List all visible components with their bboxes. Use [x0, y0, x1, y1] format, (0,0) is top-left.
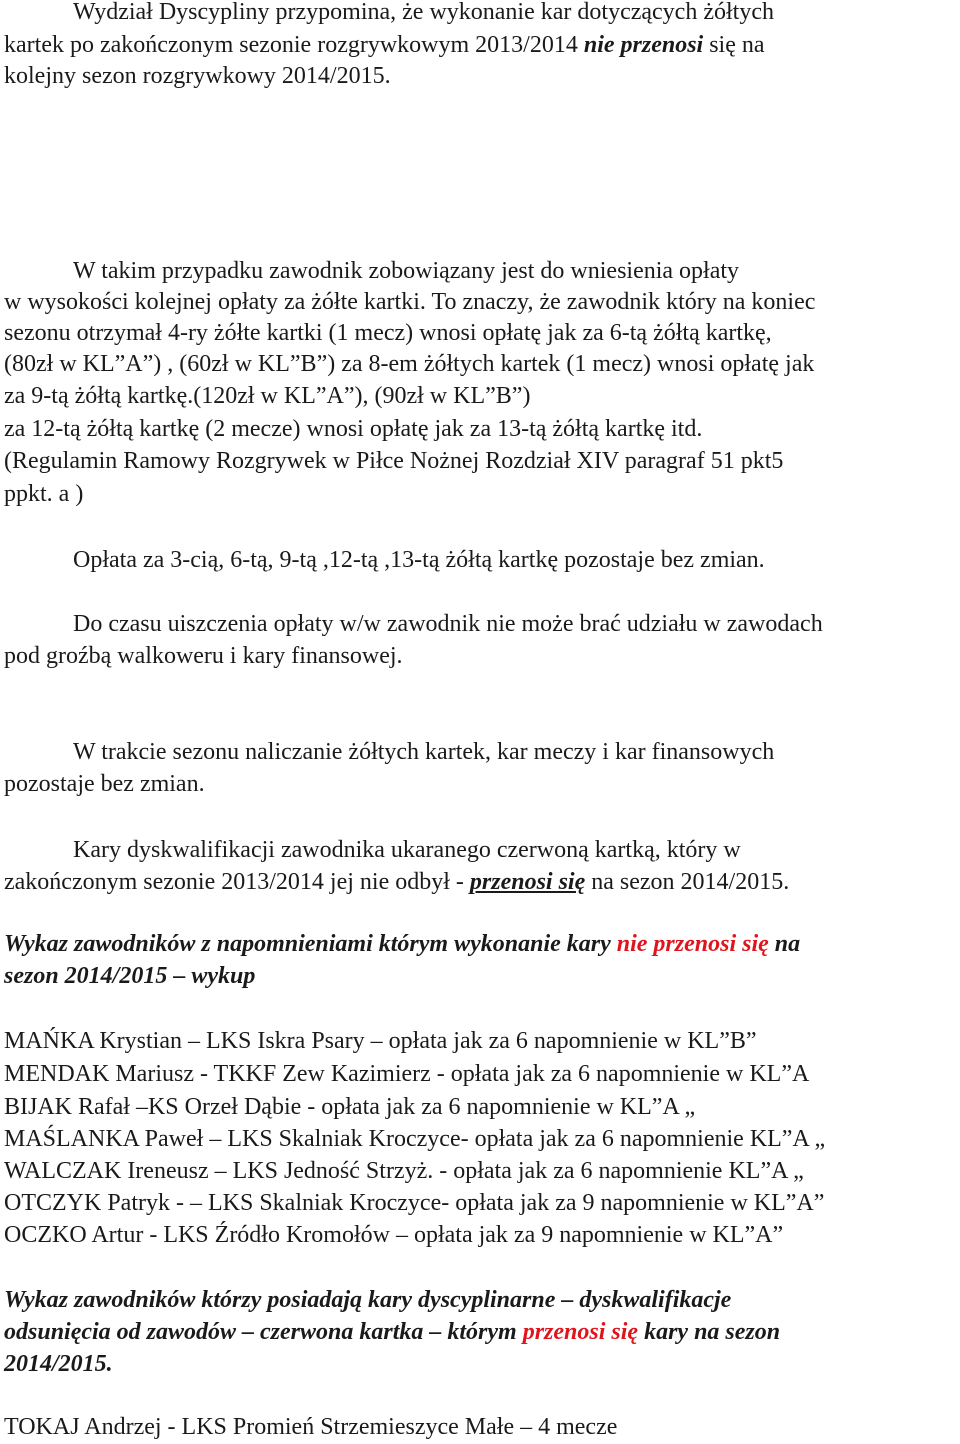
warned-player-row: OCZKO Artur - LKS Źródło Kromołów – opłata jak za 9 napomnienie w KL”A” [4, 1222, 784, 1248]
disqualified-heading-start: odsunięcia od zawodów – czerwona kartka – którym [4, 1319, 523, 1345]
disqualified-heading-line-1: Wykaz zawodników którzy posiadają kary dyscyplinarne – dyskwalifikacje [4, 1287, 732, 1313]
season-line-1: W trakcie sezonu naliczanie żółtych kartek, kar meczy i kar finansowych [73, 739, 775, 765]
warnings-heading-line-1 [4, 929, 800, 960]
red-card-line-1: Kary dyskwalifikacji zawodnika ukaranego czerwoną kartką, który w [73, 837, 741, 863]
notice-emphasis: nie przenosi [583, 32, 704, 58]
disqualified-heading-red: przenosi się [522, 1319, 639, 1345]
rule-line-7: (Regulamin Ramowy Rozgrywek w Piłce Nożnej Rozdział XIV paragraf 51 pkt5 [4, 448, 784, 474]
rule-line-3: sezonu otrzymał 4-ry żółte kartki (1 mecz) wnosi opłatę jak za 6-tą żółtą kartkę, [4, 320, 772, 346]
rule-line-5: za 9-tą żółtą kartkę.(120zł w KL”A”), (90zł w KL”B”) [4, 383, 531, 409]
disqualified-heading-end: kary na sezon [638, 1319, 781, 1345]
warned-player-row: WALCZAK Ireneusz – LKS Jedność Strzyż. - opłata jak za 6 napomnienie KL”A „ [4, 1158, 804, 1184]
rule-line-6: za 12-tą żółtą kartkę (2 mecze) wnosi opłatę jak za 13-tą żółtą kartkę itd. [4, 416, 703, 442]
warned-player-row: BIJAK Rafał –KS Orzeł Dąbie - opłata jak za 6 napomnienie w KL”A „ [4, 1094, 696, 1120]
red-card-line-2-start: zakończonym sezonie 2013/2014 jej nie odbył - [4, 869, 470, 895]
warned-player-row: MAŃKA Krystian – LKS Iskra Psary – opłata jak za 6 napomnienie w KL”B” [4, 1028, 757, 1054]
red-card-line-2 [4, 867, 789, 898]
warnings-heading-line-2: sezon 2014/2015 – wykup [4, 963, 256, 989]
notice-line-1: Wydział Dyscypliny przypomina, że wykonanie kar dotyczących żółtych [73, 0, 774, 25]
fee-unchanged-text: Opłata za 3-cią, 6-tą, 9-tą ,12-tą ,13-tą żółtą kartkę pozostaje bez zmian. [73, 547, 765, 573]
rule-line-2: w wysokości kolejnej opłaty za żółte kartki. To znaczy, że zawodnik który na koniec [4, 289, 816, 315]
warnings-heading-end: na [768, 931, 801, 957]
red-card-emphasis: przenosi się [469, 869, 586, 895]
warned-player-row: OTCZYK Patryk - – LKS Skalniak Kroczyce- opłata jak za 9 napomnienie w KL”A” [4, 1190, 825, 1216]
notice-line-2 [4, 30, 765, 61]
disqualified-heading-line-2 [4, 1317, 780, 1348]
red-card-line-2-end: na sezon 2014/2015. [585, 869, 790, 895]
warned-player-row: MAŚLANKA Paweł – LKS Skalniak Kroczyce- opłata jak za 6 napomnienie KL”A „ [4, 1126, 826, 1152]
rule-line-8: ppkt. a ) [4, 481, 84, 507]
notice-line-3: kolejny sezon rozgrywkowy 2014/2015. [4, 63, 391, 89]
disqualified-player-row: TOKAJ Andrzej - LKS Promień Strzemieszyce Małe – 4 mecze [4, 1414, 618, 1440]
rule-line-4: (80zł w KL”A”) , (60zł w KL”B”) za 8-em żółtych kartek (1 mecz) wnosi opłatę jak [4, 351, 815, 377]
payment-line-1: Do czasu uiszczenia opłaty w/w zawodnik nie może brać udziału w zawodach [73, 611, 823, 637]
warnings-heading-red: nie przenosi się [616, 931, 769, 957]
warnings-heading-start: Wykaz zawodników z napomnieniami którym wykonanie kary [4, 931, 617, 957]
notice-line-2-start: kartek po zakończonym sezonie rozgrywkowym 2013/2014 [4, 32, 584, 58]
disqualified-heading-line-3: 2014/2015. [4, 1351, 113, 1377]
season-line-2: pozostaje bez zmian. [4, 771, 205, 797]
rule-line-1: W takim przypadku zawodnik zobowiązany jest do wniesienia opłaty [73, 258, 740, 284]
payment-line-2: pod groźbą walkoweru i kary finansowej. [4, 643, 403, 669]
notice-line-2-end: się na [703, 32, 765, 58]
warned-player-row: MENDAK Mariusz - TKKF Zew Kazimierz - opłata jak za 6 napomnienie w KL”A [4, 1061, 810, 1087]
